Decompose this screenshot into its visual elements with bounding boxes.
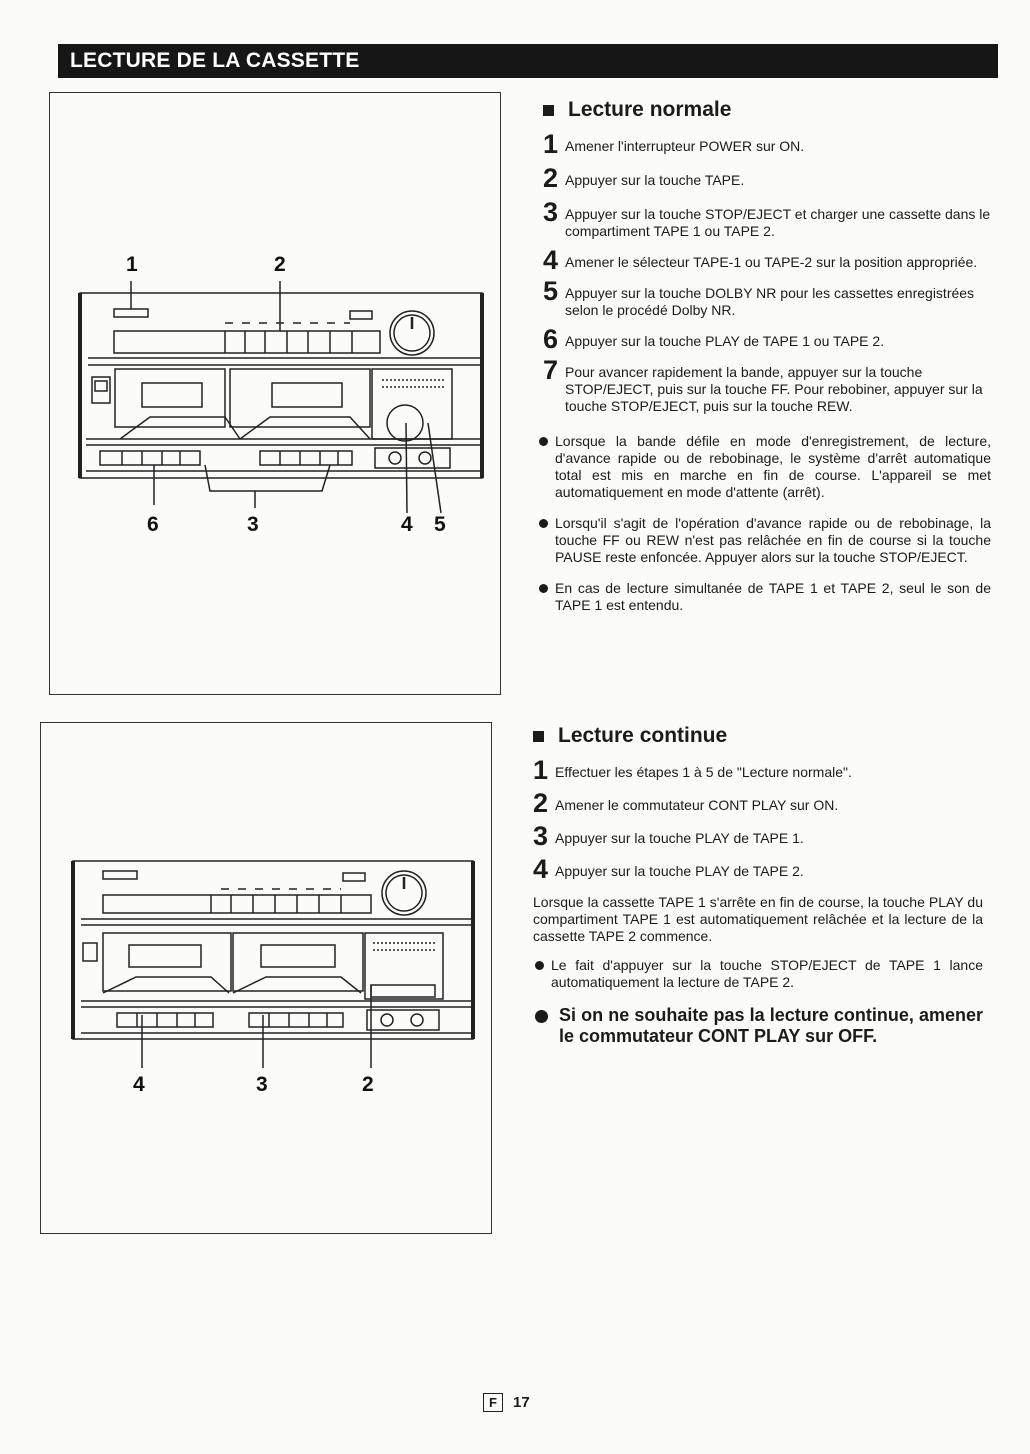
step-item xyxy=(543,129,991,159)
bullet-dot-icon xyxy=(539,519,548,528)
step-text: Appuyer sur la touche PLAY de TAPE 1. xyxy=(555,830,804,846)
cassette-deck-illustration-bottom xyxy=(41,723,491,1233)
figure-top xyxy=(49,92,501,695)
section-heading xyxy=(533,724,983,748)
step-item xyxy=(533,788,983,818)
callout-1: 1 xyxy=(126,253,138,276)
callout-3: 3 xyxy=(247,513,259,536)
bullet-dot-icon xyxy=(539,584,548,593)
step-item xyxy=(543,324,991,354)
step-number: 1 xyxy=(533,755,549,785)
step-item xyxy=(533,854,983,884)
section-lecture-normale xyxy=(543,98,991,628)
note-text: Lorsque la bande défile en mode d'enregistrement, de lecture, d'avance rapide ou de rebobinage, le système d'arrêt automatique total est mis en marche en fin de course. L'appareil se met automatiquement en mode d'attente (arrêt). xyxy=(555,433,991,500)
step-number: 2 xyxy=(543,163,559,193)
step-item xyxy=(533,821,983,851)
note-text: Le fait d'appuyer sur la touche STOP/EJECT de TAPE 1 lance automatiquement la lecture de TAPE 2. xyxy=(551,957,983,990)
step-item xyxy=(543,245,991,275)
step-number: 3 xyxy=(533,821,549,851)
step-number: 1 xyxy=(543,129,559,159)
step-text: Appuyer sur la touche DOLBY NR pour les cassettes enregistrées selon le procédé Dolby NR. xyxy=(565,285,975,318)
square-bullet-icon xyxy=(533,731,544,742)
step-number: 7 xyxy=(543,355,559,385)
step-item xyxy=(543,276,991,319)
note-item xyxy=(537,515,991,566)
note-item xyxy=(533,957,983,991)
step-number: 5 xyxy=(543,276,559,306)
step-text: Amener le commutateur CONT PLAY sur ON. xyxy=(555,797,839,813)
cassette-deck-illustration-top xyxy=(50,93,500,694)
heading-text: Lecture continue xyxy=(558,724,728,747)
note-text: En cas de lecture simultanée de TAPE 1 et TAPE 2, seul le son de TAPE 1 est entendu. xyxy=(555,580,991,613)
section-heading xyxy=(543,98,991,122)
step-text: Appuyer sur la touche PLAY de TAPE 1 ou TAPE 2. xyxy=(565,333,885,349)
step-item xyxy=(543,163,991,193)
callout-4: 4 xyxy=(401,513,413,536)
note-text: Lorsqu'il s'agit de l'opération d'avance rapide ou de rebobinage, la touche FF ou REW n'est pas relâchée en fin de course si la touche PAUSE reste enfoncée. Appuyer alors sur la touche STOP/EJECT. xyxy=(555,515,991,565)
step-number: 4 xyxy=(543,245,559,275)
step-text: Pour avancer rapidement la bande, appuyer sur la touche STOP/EJECT, puis sur la touche FF. Pour rebobiner, appuyer sur la touche STOP/EJECT, puis sur la touche REW. xyxy=(565,364,983,414)
step-number: 3 xyxy=(543,197,559,227)
figure-bottom xyxy=(40,722,492,1234)
step-number: 4 xyxy=(533,854,549,884)
bullet-dot-icon xyxy=(535,961,544,970)
paragraph: Lorsque la cassette TAPE 1 s'arrête en fin de course, la touche PLAY du compartiment TAPE 1 est automatiquement relâchée et la lecture de la cassette TAPE 2 commence. xyxy=(533,894,983,944)
callout-2: 2 xyxy=(274,253,286,276)
step-text: Amener l'interrupteur POWER sur ON. xyxy=(565,138,805,154)
step-item xyxy=(533,755,983,785)
page-footer xyxy=(483,1393,530,1412)
note-item xyxy=(537,433,991,501)
callout-6: 6 xyxy=(147,513,159,536)
step-text: Effectuer les étapes 1 à 5 de "Lecture normale". xyxy=(555,764,852,780)
square-bullet-icon xyxy=(543,105,554,116)
step-text: Appuyer sur la touche PLAY de TAPE 2. xyxy=(555,863,804,879)
step-text: Amener le sélecteur TAPE-1 ou TAPE-2 sur la position appropriée. xyxy=(565,254,978,270)
callout-4: 4 xyxy=(133,1073,145,1096)
callout-3: 3 xyxy=(256,1073,268,1096)
emphasis-note xyxy=(533,1005,983,1047)
heading-text: Lecture normale xyxy=(568,98,732,121)
step-number: 6 xyxy=(543,324,559,354)
bullet-dot-icon xyxy=(539,437,548,446)
language-badge: F xyxy=(483,1393,503,1412)
page-title: LECTURE DE LA CASSETTE xyxy=(70,49,360,72)
callout-5: 5 xyxy=(434,513,446,536)
note-item xyxy=(537,580,991,614)
callout-2: 2 xyxy=(362,1073,374,1096)
step-text: Appuyer sur la touche STOP/EJECT et charger une cassette dans le compartiment TAPE 1 ou TAPE 2. xyxy=(565,206,991,239)
step-text: Appuyer sur la touche TAPE. xyxy=(565,172,745,188)
bullet-dot-icon xyxy=(535,1010,548,1023)
step-item xyxy=(543,355,991,415)
step-item xyxy=(543,197,991,240)
page-number: 17 xyxy=(513,1394,530,1411)
section-lecture-continue xyxy=(533,724,983,1047)
emphasis-text: Si on ne souhaite pas la lecture continue, amener le commutateur CONT PLAY sur OFF. xyxy=(559,1005,983,1046)
step-number: 2 xyxy=(533,788,549,818)
